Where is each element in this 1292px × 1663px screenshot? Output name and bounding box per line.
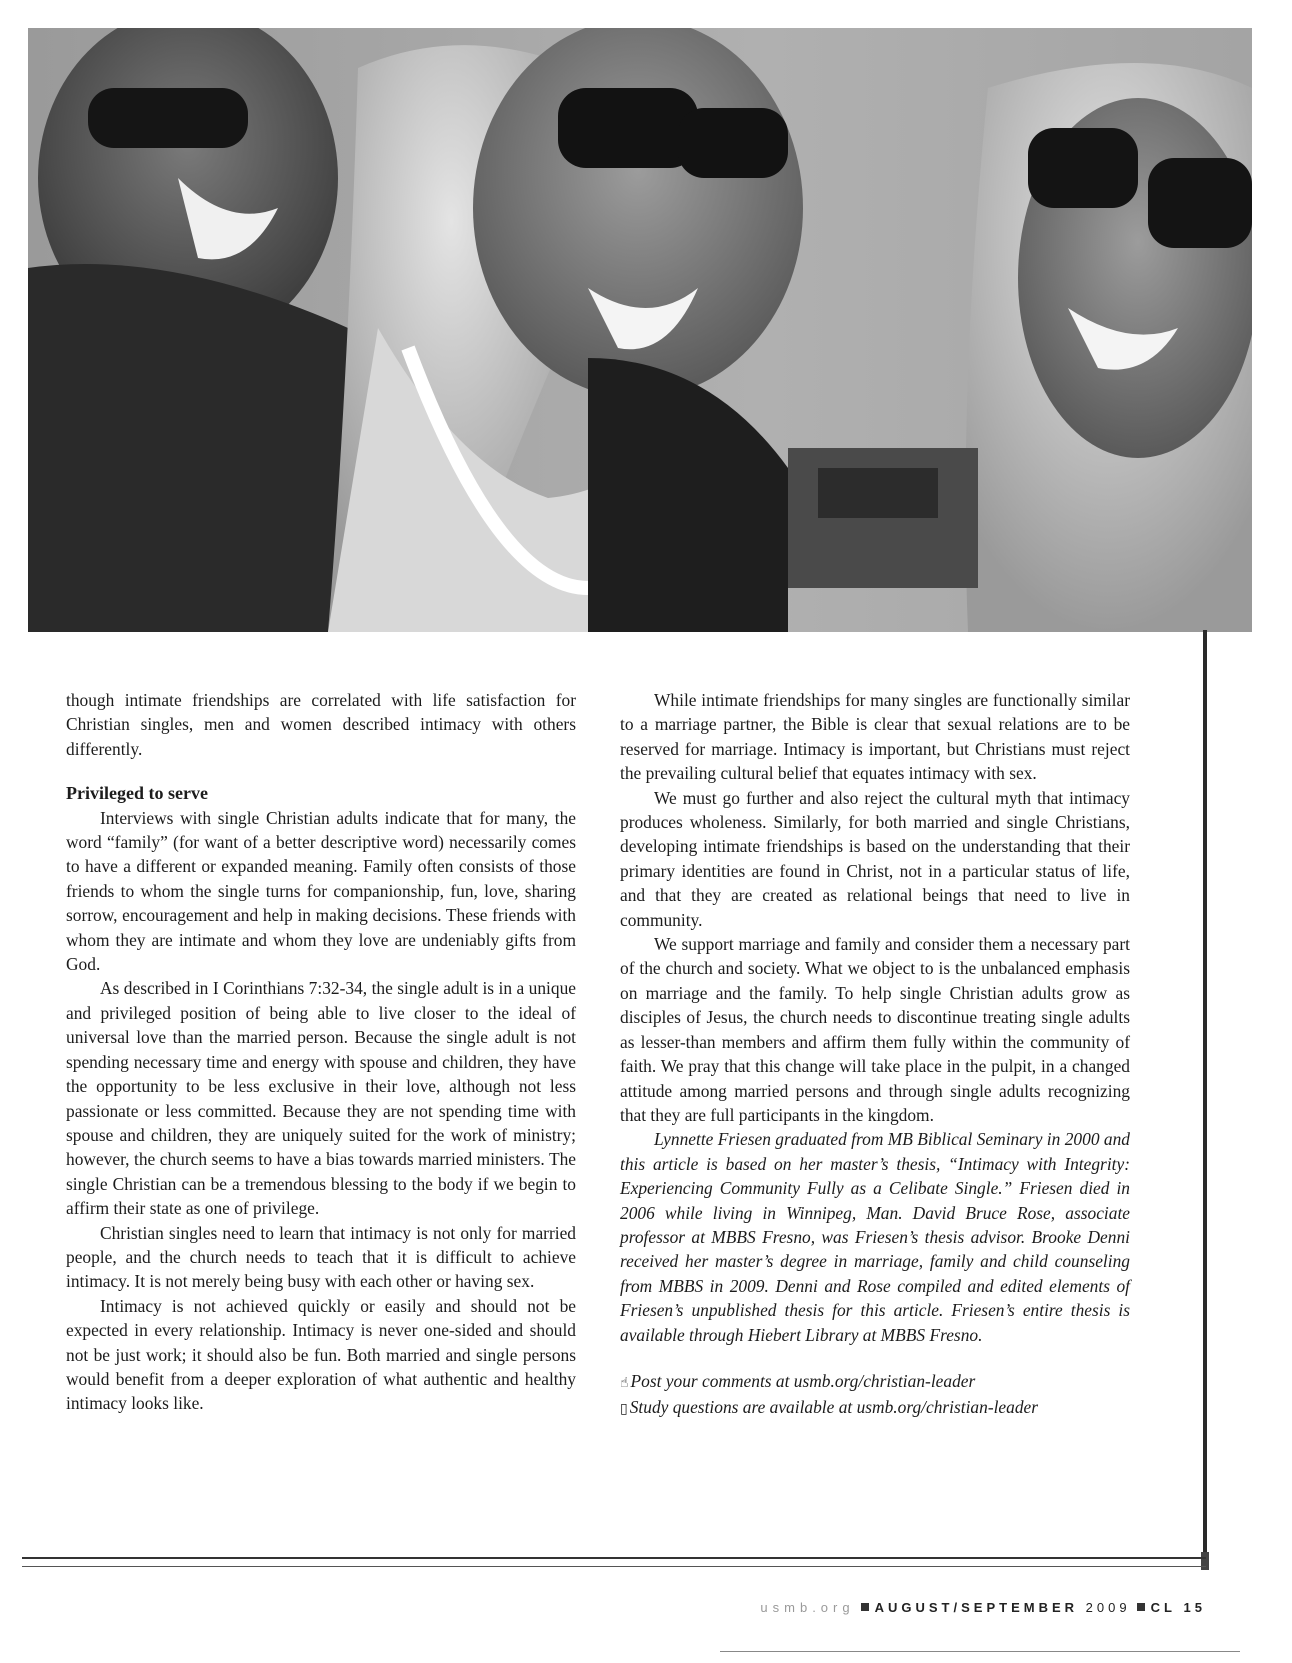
study-questions-link-text: Study questions are available at usmb.org/christian-leader: [629, 1397, 1039, 1418]
left-column: [66, 688, 576, 1416]
folio-pub: CL: [1150, 1600, 1176, 1615]
cursor-icon: ☝: [620, 1374, 629, 1391]
left-paragraph-5: Intimacy is not achieved quickly or easily and should not be expected in every relationship. Intimacy is never one-sided and should not be just work; it should also be fun. Both married and single persons would benefit from a deeper exploration of what authentic and healthy intimacy looks like.: [66, 1295, 576, 1414]
comments-link[interactable]: [620, 1369, 1130, 1395]
folio-square-icon: [861, 1603, 869, 1611]
page-folio: [760, 1600, 1206, 1615]
vertical-rule: [1203, 630, 1207, 1568]
left-paragraph-2: Interviews with single Christian adults indicate that for many, the word “family” (for want of a better descriptive word) necessarily comes to have a different or expanded meaning. Family often consists of those friends to whom the single turns for companionship, fun, love, sharing sorrow, encouragement and help in making decisions. These friends with whom they are intimate and whom they love are undeniably gifts from God.: [66, 807, 576, 975]
header-photo-illustration: [28, 28, 1252, 632]
right-column: [620, 688, 1130, 1422]
section-heading: Privileged to serve: [66, 783, 208, 804]
footer-rule-top: [22, 1557, 1206, 1559]
author-bio: Lynnette Friesen graduated from MB Biblical Seminary in 2000 and this article is based on her master’s thesis, “Intimacy with Integrity: Experiencing Community Fully as a Celibate Single.” Friesen died in 2006 while living in Winnipeg, Man. David Bruce Rose, associate professor at MBBS Fresno, was Friesen’s thesis advisor. Brooke Denni received her master’s degree in marriage, family and child counseling from MBBS in 2009. Denni and Rose compiled and edited elements of Friesen’s unpublished thesis for this article. Friesen’s entire thesis is available through Hiebert Library at MBBS Fresno.: [620, 1129, 1130, 1345]
folio-year: 2009: [1085, 1600, 1131, 1615]
left-paragraph-1: though intimate friendships are correlated with life satisfaction for Christian singles, men and women described intimacy with others differently.: [66, 690, 576, 759]
folio-page-number: 15: [1183, 1600, 1206, 1615]
comments-link-text: Post your comments at usmb.org/christian-leader: [630, 1370, 976, 1391]
study-questions-link[interactable]: [620, 1395, 1130, 1421]
footer-rule-lower: [720, 1651, 1240, 1652]
vertical-rule-end: [1201, 1552, 1209, 1570]
left-paragraph-3: As described in I Corinthians 7:32-34, the single adult is in a unique and privileged position of being able to live closer to the ideal of universal love than the married person. Because the single adult is not spending necessary time and energy with spouse and children, they have the opportunity to be less exclusive in their love, although not less passionate or less committed. Because they are not spending time with spouse and children, they are uniquely suited for the work of ministry; however, the church seems to have a bias towards married ministers. The single Christian can be a tremendous blessing to the body if we begin to affirm their state as one of privilege.: [66, 978, 576, 1219]
folio-issue: AUGUST/SEPTEMBER: [874, 1600, 1079, 1615]
folio-square-icon: [1137, 1603, 1145, 1611]
document-icon: ▯: [620, 1401, 628, 1418]
right-paragraph-3: We support marriage and family and consider them a necessary part of the church and society. What we object to is the unbalanced emphasis on marriage and the family. To help single Christian adults grow as disciples of Jesus, the church needs to discontinue treating single adults as lesser-than members and affirm them fully within the community of faith. We pray that this change will take place in the pulpit, in a changed attitude among married persons and through single adults recognizing that they are full participants in the kingdom.: [620, 934, 1130, 1125]
right-paragraph-1: While intimate friendships for many singles are functionally similar to a marriage partner, the Bible is clear that sexual relations are to be reserved for marriage. Intimacy is important, but Christians must reject the prevailing cultural belief that equates intimacy with sex.: [620, 690, 1130, 784]
folio-site: usmb.org: [760, 1600, 855, 1615]
link-list: [620, 1369, 1130, 1422]
left-paragraph-4: Christian singles need to learn that intimacy is not only for married people, and the church needs to teach that it is difficult to achieve intimacy. It is not merely being busy with each other or having sex.: [66, 1222, 576, 1292]
footer-rule-bottom: [22, 1566, 1206, 1567]
header-photo: [28, 28, 1252, 632]
right-paragraph-2: We must go further and also reject the cultural myth that intimacy produces wholeness. Similarly, for both married and single Christians, developing intimate friendships is based on the understanding that their primary identities are found in Christ, not in a particular status of life, and that they are created as relational beings that need to live in community.: [620, 787, 1130, 930]
